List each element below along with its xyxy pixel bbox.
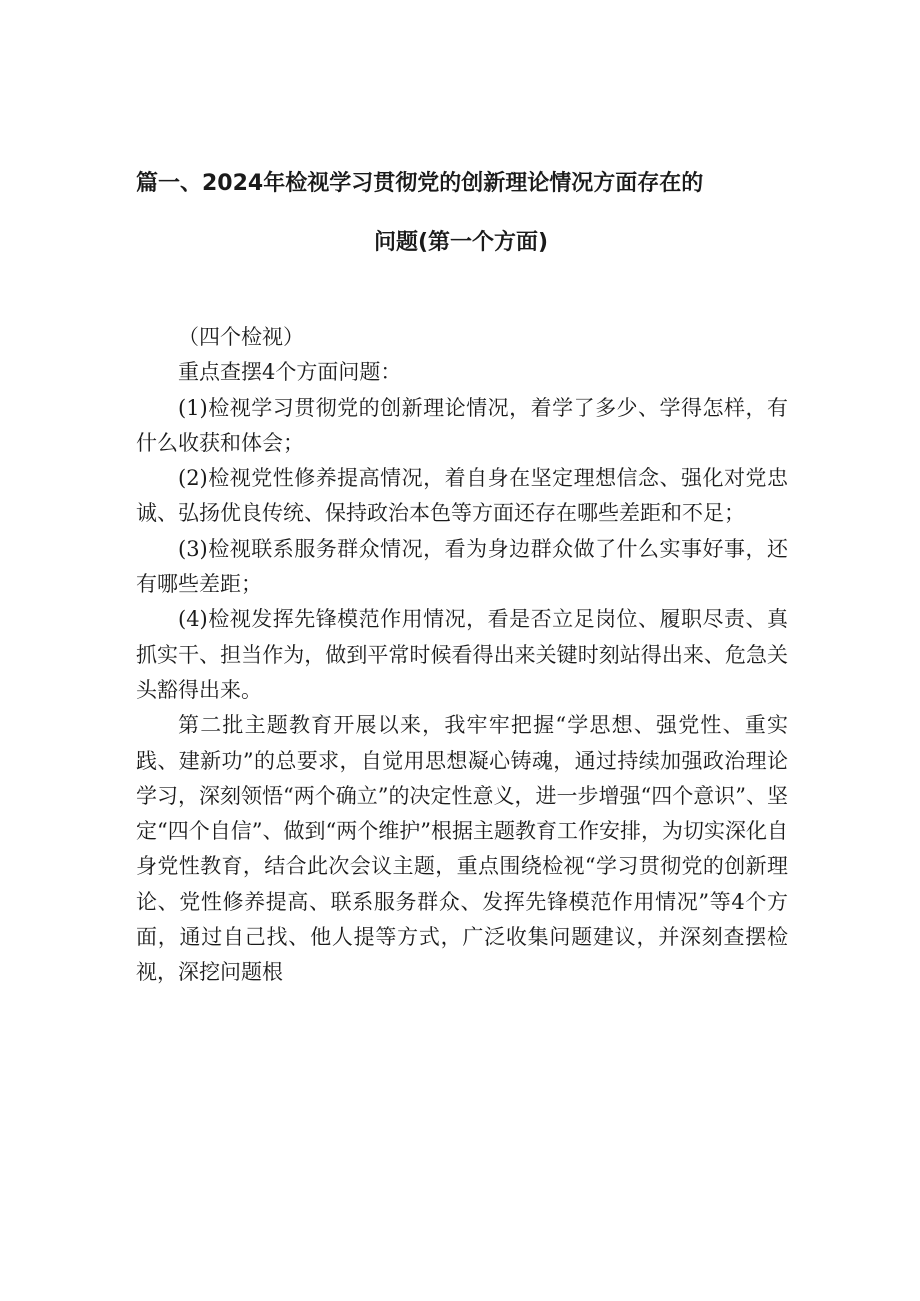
document-title-line-1: 篇一、2024年检视学习贯彻党的创新理论情况方面存在的 — [136, 171, 704, 196]
paragraph-key-issues: 重点查摆4个方面问题： — [178, 360, 402, 385]
paragraph-four-reviews: （四个检视） — [178, 325, 304, 349]
paragraph-item-4: (4)检视发挥先锋模范作用情况，看是否立足岗位、履职尽责、真抓实干、担当作为，做到平常时候看得出来关键时刻站得出来、危急关头豁得出来。 — [136, 607, 788, 702]
document-body — [136, 320, 788, 991]
paragraph-item-3: (3)检视联系服务群众情况，看为身边群众做了什么实事好事，还有哪些差距； — [136, 536, 788, 597]
paragraph-item-2: (2)检视党性修养提高情况，着自身在坚定理想信念、强化对党忠诚、弘扬优良传统、保持政治本色等方面还存在哪些差距和不足； — [136, 466, 788, 526]
paragraph-item-1: (1)检视学习贯彻党的创新理论情况，着学了多少、学得怎样，有什么收获和体会； — [136, 395, 788, 455]
paragraph-body-main: 第二批主题教育开展以来，我牢牢把握“学思想、强党性、重实践、建新功”的总要求，自觉用思想凝心铸魂，通过持续加强政治理论学习，深刻领悟“两个确立”的决定性意义，进一步增强“四个意识”、坚定“四个自信”、做到“两个维护”根据主题教育工作安排，为切实深化自身党性教育，结合此次会议主题，重点围绕检视“学习贯彻党的创新理论、党性修养提高、联系服务群众、发挥先锋模范作用情况”等4个方面，通过自己找、他人提等方式，广泛收集问题建议，并深刻查摆检视，深挖问题根 — [136, 713, 788, 985]
document-title-line-2: 问题(第一个方面) — [373, 230, 549, 255]
